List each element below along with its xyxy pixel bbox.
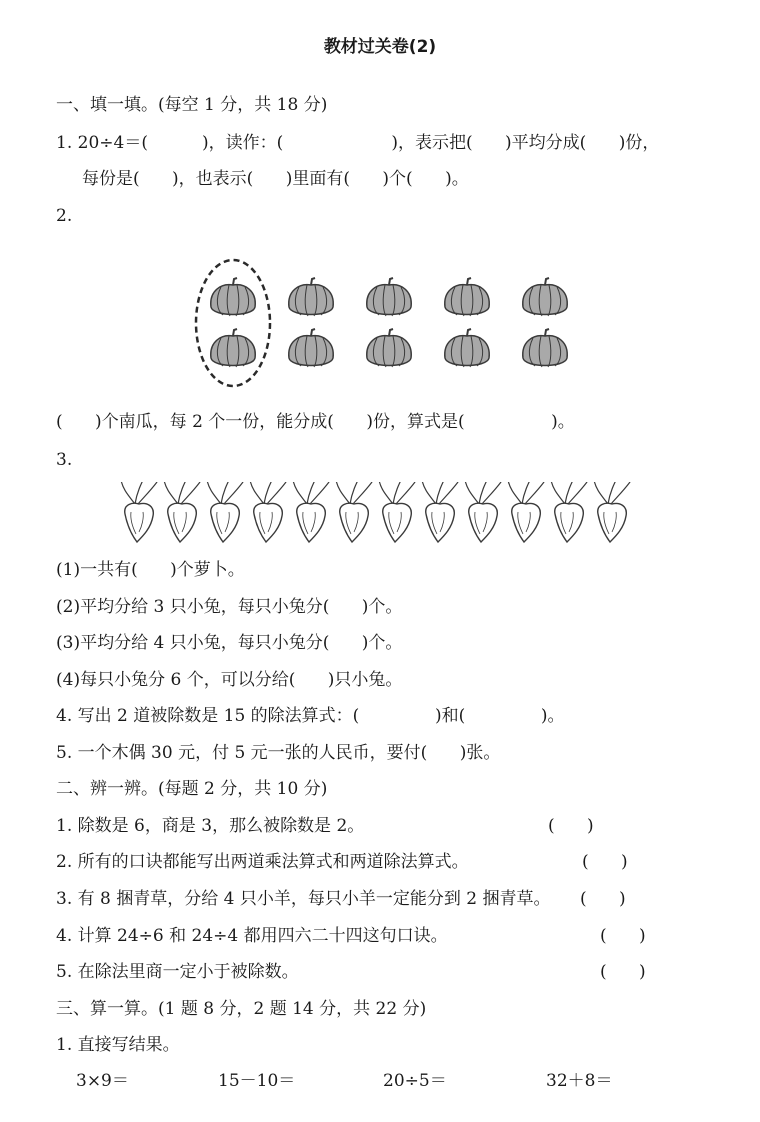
section3-sub1: 1. 直接写结果。 [56, 1035, 180, 1055]
q3-label: 3. [56, 450, 73, 470]
pumpkin-icon [523, 329, 567, 367]
q1-line2: 每份是( )，也表示( )里面有( )个( )。 [82, 169, 469, 189]
judge-answer-bracket-5[interactable]: ( ) [600, 962, 646, 982]
pumpkin-icon [445, 329, 489, 367]
radish-icon [551, 482, 589, 542]
q3-part2: (2)平均分给 3 只小兔，每只小兔分( )个。 [56, 597, 403, 617]
judge-item-5: 5. 在除法里商一定小于被除数。 [56, 962, 299, 982]
radishes-illustration [115, 482, 643, 544]
judge-answer-bracket-1[interactable]: ( ) [548, 816, 594, 836]
pumpkin-icon [289, 278, 333, 316]
calc-item-3[interactable]: 20÷5＝ [383, 1071, 447, 1091]
judge-item-3: 3. 有 8 捆青草，分给 4 只小羊，每只小羊一定能分到 2 捆青草。 [56, 889, 551, 909]
radish-icon [336, 482, 374, 542]
q2-text: ( )个南瓜，每 2 个一份，能分成( )份，算式是( )。 [56, 412, 575, 432]
section1-heading: 一、填一填。(每空 1 分，共 18 分) [56, 95, 328, 115]
judge-answer-bracket-4[interactable]: ( ) [600, 926, 646, 946]
calc-item-2[interactable]: 15－10＝ [218, 1071, 296, 1091]
radish-icon [293, 482, 331, 542]
radish-icon [250, 482, 288, 542]
radish-icon [379, 482, 417, 542]
q3-part1: (1)一共有( )个萝卜。 [56, 560, 245, 580]
judge-answer-bracket-2[interactable]: ( ) [582, 852, 628, 872]
radish-icon [422, 482, 460, 542]
judge-item-4: 4. 计算 24÷6 和 24÷4 都用四六二十四这句口诀。 [56, 926, 448, 946]
judge-answer-bracket-3[interactable]: ( ) [580, 889, 626, 909]
pumpkin-icon [289, 329, 333, 367]
radish-icon [121, 482, 159, 542]
pumpkin-icon [211, 278, 255, 316]
calc-item-1[interactable]: 3×9＝ [76, 1071, 129, 1091]
q3-part4: (4)每只小兔分 6 个，可以分给( )只小兔。 [56, 670, 403, 690]
radish-icon [164, 482, 202, 542]
radish-icon [207, 482, 245, 542]
judge-item-2: 2. 所有的口诀都能写出两道乘法算式和两道除法算式。 [56, 852, 469, 872]
pumpkin-icon [211, 329, 255, 367]
radish-icon [594, 482, 632, 542]
q5-text: 5. 一个木偶 30 元，付 5 元一张的人民币，要付( )张。 [56, 743, 501, 763]
q1-line1: 1. 20÷4＝( )，读作：( )，表示把( )平均分成( )份， [56, 133, 660, 153]
calc-item-4[interactable]: 32＋8＝ [546, 1071, 613, 1091]
pumpkin-icon [367, 329, 411, 367]
section2-heading: 二、辨一辨。(每题 2 分，共 10 分) [56, 779, 328, 799]
q3-part3: (3)平均分给 4 只小兔，每只小兔分( )个。 [56, 633, 403, 653]
pumpkins-illustration [185, 255, 585, 390]
judge-item-1: 1. 除数是 6，商是 3，那么被除数是 2。 [56, 816, 365, 836]
radish-icon [465, 482, 503, 542]
pumpkin-icon [367, 278, 411, 316]
section3-heading: 三、算一算。(1 题 8 分，2 题 14 分，共 22 分) [56, 999, 427, 1019]
group-circle [196, 260, 270, 386]
q2-label: 2. [56, 206, 73, 226]
radish-icon [508, 482, 546, 542]
pumpkin-icon [523, 278, 567, 316]
page-title: 教材过关卷(2) [323, 37, 437, 57]
pumpkin-icon [445, 278, 489, 316]
q4-text: 4. 写出 2 道被除数是 15 的除法算式：( )和( )。 [56, 706, 565, 726]
